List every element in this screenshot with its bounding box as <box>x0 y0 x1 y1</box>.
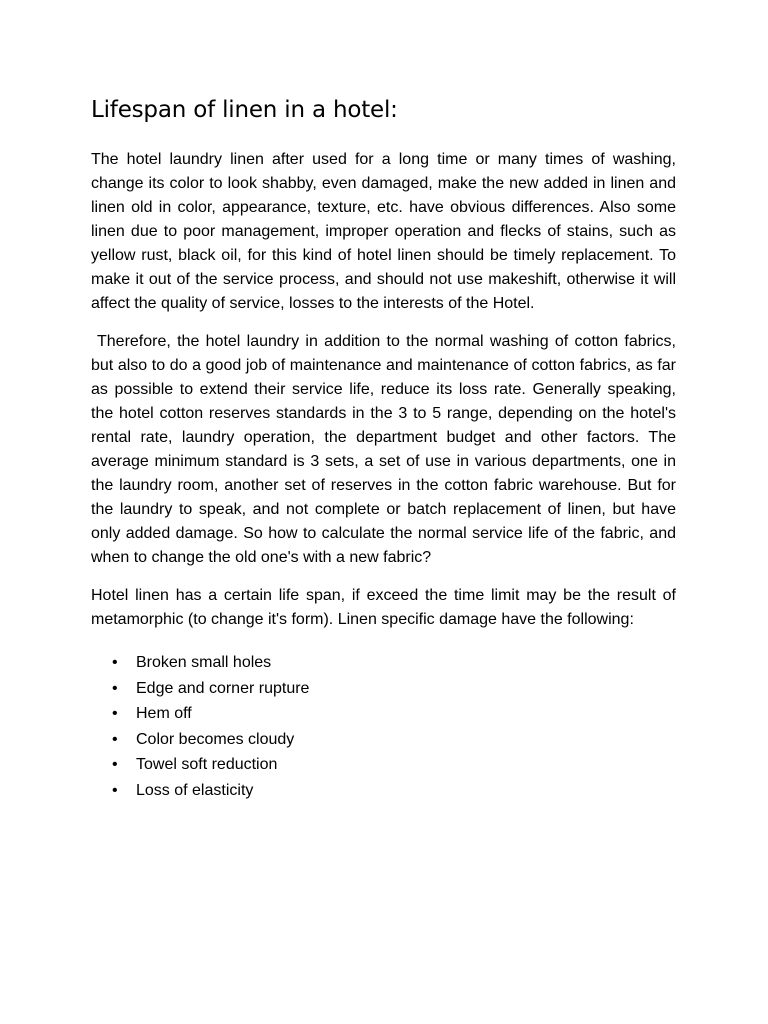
bullet-icon: • <box>112 756 118 773</box>
list-item-text: Edge and corner rupture <box>136 679 310 697</box>
bullet-icon: • <box>112 679 118 697</box>
damage-list <box>91 650 676 803</box>
bullet-icon: • <box>112 781 118 799</box>
bullet-icon: • <box>112 705 118 722</box>
paragraph-life-span: Hotel linen has a certain life span, if exceed the time limit may be the result of metamorphic (to change it's form). Linen specific damage have the following: <box>91 587 676 628</box>
bullet-icon: • <box>112 730 118 748</box>
list-item <box>91 650 676 676</box>
list-item <box>91 727 676 753</box>
list-item <box>91 676 676 702</box>
list-item <box>91 752 676 778</box>
document-content <box>91 94 676 803</box>
list-item-text: Color becomes cloudy <box>136 730 295 748</box>
list-item-text: Hem off <box>136 705 192 722</box>
list-item-text: Broken small holes <box>136 654 272 671</box>
list-item <box>91 778 676 804</box>
page-title: Lifespan of linen in a hotel: <box>91 97 398 123</box>
paragraph-maintenance-standards: Therefore, the hotel laundry in addition to the normal washing of cotton fabrics, but also to do a good job of maintenance and maintenance of cotton fabrics, as far as possible to extend their service life, reduce its loss rate. Generally speaking, the hotel cotton reserves standards in the 3 to 5 range, depending on the hotel's rental rate, laundry operation, the department budget and other factors. The average minimum standard is 3 sets, a set of use in various departments, one in the laundry room, another set of reserves in the cotton fabric warehouse. But for the laundry to speak, and not complete or batch replacement of linen, but have only added damage. So how to calculate the normal service life of the fabric, and when to change the old one's with a new fabric? <box>91 333 676 566</box>
bullet-icon: • <box>112 654 118 671</box>
list-item-text: Loss of elasticity <box>136 781 254 799</box>
list-item-text: Towel soft reduction <box>136 756 278 773</box>
paragraph-linen-replacement: The hotel laundry linen after used for a long time or many times of washing, change its color to look shabby, even damaged, make the new added in linen and linen old in color, appearance, texture, etc. have obvious differences. Also some linen due to poor management, improper operation and flecks of stains, such as yellow rust, black oil, for this kind of hotel linen should be timely replacement. To make it out of the service process, and should not use makeshift, otherwise it will affect the quality of service, losses to the interests of the Hotel. <box>91 151 676 312</box>
list-item <box>91 701 676 727</box>
